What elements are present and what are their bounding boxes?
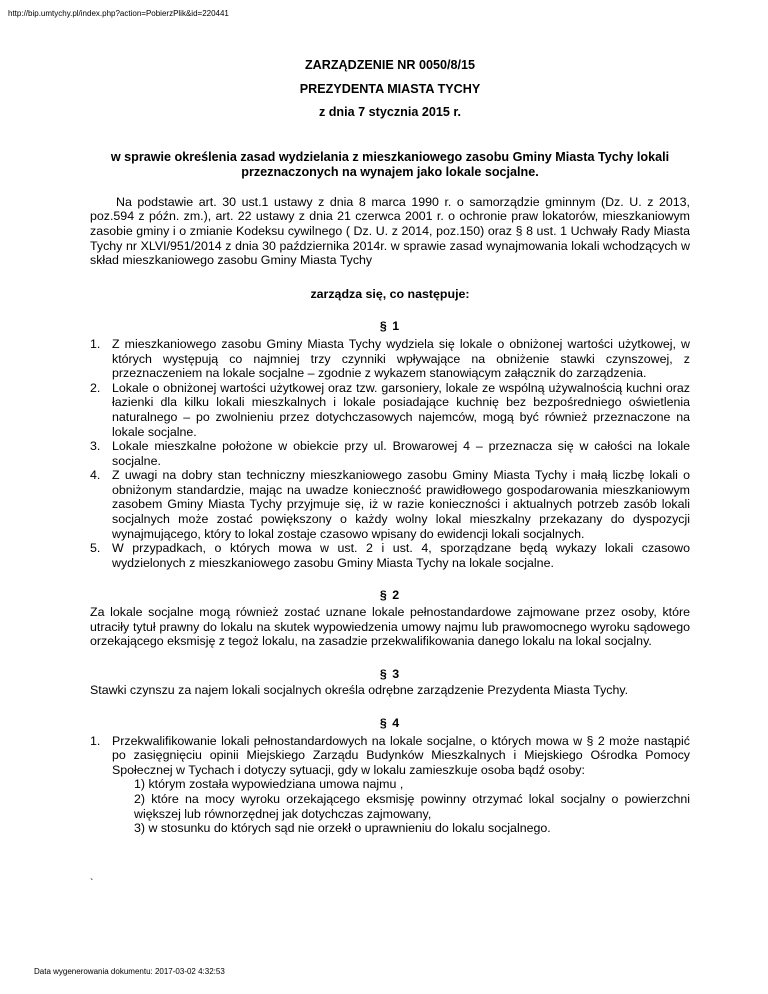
item-number: 4. <box>90 468 101 483</box>
sub-list-item: 3) w stosunku do których sąd nie orzekł o uprawnieniu do lokalu socjalnego. <box>134 821 551 836</box>
document-title <box>90 58 690 120</box>
sub-list-item: 1) którym została wypowiedziana umowa najmu , <box>134 777 404 792</box>
title-line-1: ZARZĄDZENIE NR 0050/8/15 <box>304 58 476 72</box>
title-line-3: z dnia 7 stycznia 2015 r. <box>318 105 462 120</box>
list-item <box>90 468 690 541</box>
list-item <box>90 541 690 570</box>
section-4-list <box>90 734 690 836</box>
item-number: 2. <box>90 380 101 395</box>
item-text: W przypadkach, o których mowa w ust. 2 i ust. 4, sporządzane będą wykazy lokali czasowo wydzielonych z mieszkaniowego zasobu Gminy Miasta Tychy na lokale socjalne. <box>112 541 690 570</box>
section-4-sublist <box>112 777 690 835</box>
document-page <box>90 58 690 836</box>
title-line-2: PREZYDENTA MIASTA TYCHY <box>299 81 481 96</box>
section-4-heading: § 4 <box>379 716 401 730</box>
section-1-list <box>90 337 690 571</box>
section-2-heading: § 2 <box>379 588 401 603</box>
generation-date: Data wygenerowania dokumentu: 2017-03-02 4:32:53 <box>34 967 225 976</box>
list-item <box>90 734 690 836</box>
sub-list-item: 2) które na mocy wyroku orzekającego eksmisję powinny otrzymać lokal socjalny o powierzchni większej lub równorzędnej jak dotychczas zajmowany, <box>134 791 690 821</box>
header-url: http://bip.umtychy.pl/index.php?action=PobierzPlik&id=220441 <box>8 9 229 18</box>
stray-mark: ` <box>90 878 94 889</box>
section-2-text: Za lokale socjalne mogą również zostać uznane lokale pełnostandardowe zajmowane przez osoby, które utraciły tytuł prawny do lokalu na skutek wypowiedzenia umowy najmu lub prawomocnego wyroku sądowego orzekającego eksmisję z tegoż lokalu, na zasadzie przekwalifikowania danego lokalu na lokal socjalny. <box>90 605 690 649</box>
item-text: Z mieszkaniowego zasobu Gminy Miasta Tychy wydziela się lokale o obniżonej wartości użytkowej, w których występują co najmniej trzy czynniki wpływające na obniżenie stawki czynszowej, z przeznaczeniem na lokale socjalne – zgodnie z wykazem stanowiącym załącznik do zarządzenia. <box>112 336 690 381</box>
item-number: 1. <box>90 336 101 351</box>
document-subject: w sprawie określenia zasad wydzielania z mieszkaniowego zasobu Gminy Miasta Tychy lokali przeznaczonych na wynajem jako lokale socjalne. <box>110 149 670 179</box>
item-number: 3. <box>90 439 101 454</box>
item-number: 1. <box>90 733 101 748</box>
item-text: Przekwalifikowanie lokali pełnostandardowych na lokale socjalne, o których mowa w § 2 może nastąpić po zasięgnięciu opinii Miejskiego Zarządu Budynków Mieszkalnych i Miejskiego Ośrodka Pomocy Społecznej w Tychach i dotyczy sytuacji, gdy w lokalu zamieszkuje osoba bądź osoby: <box>112 733 690 777</box>
decree-statement: zarządza się, co następuje: <box>310 286 470 301</box>
list-item <box>90 337 690 381</box>
item-text: Z uwagi na dobry stan techniczny mieszkaniowego zasobu Gminy Miasta Tychy i małą liczbę lokali o obniżonym standardzie, mając na uwadze konieczność prawidłowego gospodarowania mieszkaniowym zasobem Gminy Miasta Tychy przyjmuje się, iż w razie konieczności i aktualnych potrzeb zasób lokali socjalnych może zostać powiększony o każdy wolny lokal mieszkalny przekazany do dyspozycji wynajmującego, który to lokal zostaje czasowo wpisany do ewidencji lokali socjalnych. <box>112 468 690 541</box>
section-1-heading: § 1 <box>379 319 401 334</box>
item-number: 5. <box>90 541 101 556</box>
section-3-heading: § 3 <box>379 666 401 681</box>
list-item <box>90 439 690 468</box>
item-text: Lokale mieszkalne położone w obiekcie przy ul. Browarowej 4 – przeznacza się w całości na lokale socjalne. <box>112 439 690 468</box>
list-item <box>90 381 690 439</box>
legal-basis: Na podstawie art. 30 ust.1 ustawy z dnia 8 marca 1990 r. o samorządzie gminnym (Dz. U. z 2013, poz.594 z późn. zm.), art. 22 ustawy z dnia 21 czerwca 2001 r. o ochronie praw lokatorów, mieszkaniowym zasobie gminy i o zmianie Kodeksu cywilnego ( Dz. U. z 2014, poz.150) oraz § 8 ust. 1 Uchwały Rady Miasta Tychy nr XLVI/951/2014 z dnia 30 października 2014r. w sprawie zasad wynajmowania lokali wchodzących w skład mieszkaniowego zasobu Gminy Miasta Tychy <box>90 194 690 268</box>
item-text: Lokale o obniżonej wartości użytkowej oraz tzw. garsoniery, lokale ze wspólną używalnością kuchni oraz łazienki dla kilku lokali mieszkalnych i lokale posiadające kuchnię bez bezpośredniego oświetlenia naturalnego – po zwolnieniu przez dotychczasowych najemców, mogą być również przeznaczone na lokale socjalne. <box>112 380 690 439</box>
section-3-text: Stawki czynszu za najem lokali socjalnych określa odrębne zarządzenie Prezydenta Miasta Tychy. <box>90 683 629 698</box>
